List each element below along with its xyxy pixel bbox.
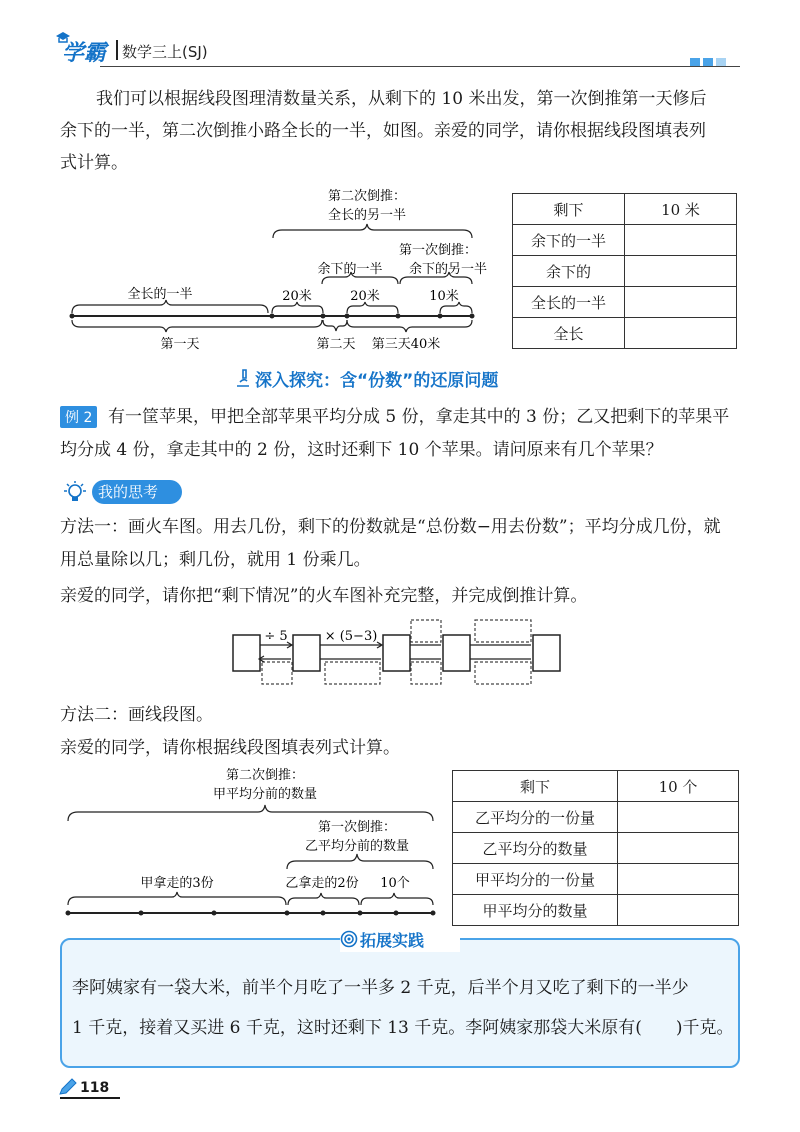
d1-10m: 10米 bbox=[429, 289, 459, 304]
target-icon bbox=[340, 930, 358, 952]
t1-value[interactable] bbox=[625, 287, 737, 318]
method2-title: 方法二：画线段图。 bbox=[60, 705, 213, 725]
d2-brace-jia-took bbox=[68, 892, 286, 905]
header-decoration bbox=[690, 52, 729, 71]
d1-brace-day1 bbox=[72, 320, 322, 332]
t2-label: 乙平均分的一份量 bbox=[453, 802, 618, 833]
d1-point bbox=[470, 314, 475, 319]
d2-first-push-title: 第一次倒推： bbox=[317, 820, 397, 835]
train-box[interactable] bbox=[443, 635, 470, 671]
t2-value[interactable] bbox=[618, 802, 739, 833]
train-dashed-box[interactable] bbox=[411, 620, 441, 642]
train-box[interactable] bbox=[233, 635, 260, 671]
d1-remaining-other-half: 余下的另一半 bbox=[408, 262, 488, 277]
t2-label: 剩下 bbox=[453, 771, 618, 802]
table-2 bbox=[452, 770, 739, 926]
t2-value[interactable]: 10 个 bbox=[618, 771, 739, 802]
d2-first-push-sub: 乙平均分前的数量 bbox=[304, 839, 410, 854]
train-dashed-box[interactable] bbox=[325, 662, 380, 684]
d1-point bbox=[438, 314, 443, 319]
t2-value[interactable] bbox=[618, 895, 739, 926]
page-rule bbox=[60, 1097, 120, 1099]
d1-point bbox=[321, 314, 326, 319]
d1-point bbox=[396, 314, 401, 319]
d2-second-push-sub: 甲平均分前的数量 bbox=[212, 787, 318, 802]
table-row bbox=[513, 318, 737, 349]
d1-day3: 第三天40米 bbox=[371, 337, 441, 352]
d2-point bbox=[431, 911, 436, 916]
d2-yi-took: 乙拿走的2份 bbox=[285, 876, 359, 891]
d2-second-push-title: 第二次倒推： bbox=[225, 768, 305, 783]
table-row bbox=[453, 833, 739, 864]
d1-brace-day2 bbox=[323, 320, 347, 331]
t1-value[interactable] bbox=[625, 318, 737, 349]
d1-point bbox=[345, 314, 350, 319]
d1-brace-20m-a bbox=[272, 302, 323, 313]
t2-value[interactable] bbox=[618, 833, 739, 864]
t2-label: 甲平均分的一份量 bbox=[453, 864, 618, 895]
table-row bbox=[513, 225, 737, 256]
table-row bbox=[513, 256, 737, 287]
example-line-1: 有一筐苹果，甲把全部苹果平均分成 5 份，拿走其中的 3 份；乙又把剩下的苹果平 bbox=[108, 407, 730, 427]
d1-second-push-sub: 全长的另一半 bbox=[327, 208, 407, 223]
segment-diagram-2 bbox=[60, 765, 445, 925]
header-rule bbox=[100, 66, 740, 67]
t1-value[interactable] bbox=[625, 225, 737, 256]
method1-line-2: 用总量除以几；剩几份，就用 1 份乘几。 bbox=[60, 550, 371, 570]
method1-line-1: 方法一：画火车图。用去几份，剩下的份数就是“总份数−用去份数”；平均分成几份，就 bbox=[60, 517, 721, 537]
method1-prompt: 亲爱的同学，请你把“剩下情况”的火车图补充完整，并完成倒推计算。 bbox=[60, 586, 588, 606]
train-dashed-box[interactable] bbox=[475, 620, 531, 642]
train-dashed-box[interactable] bbox=[475, 662, 531, 684]
t1-label: 剩下 bbox=[513, 194, 625, 225]
brand-logo: 学霸 bbox=[62, 41, 107, 66]
train-box[interactable] bbox=[293, 635, 320, 671]
t2-label: 甲平均分的数量 bbox=[453, 895, 618, 926]
d2-brace-yi-took bbox=[288, 893, 359, 905]
explore-title: 深入探究：含“份数”的还原问题 bbox=[255, 371, 499, 391]
practice-line-2: 1 千克，接着又买进 6 千克，这时还剩下 13 千克。李阿姨家那袋大米原有( )千克。 bbox=[72, 1018, 734, 1038]
d1-20m-b: 20米 bbox=[350, 289, 380, 304]
table-row bbox=[513, 287, 737, 318]
table-1 bbox=[512, 193, 737, 349]
header-separator bbox=[116, 40, 118, 60]
table-row bbox=[453, 864, 739, 895]
example-line-2: 均分成 4 份，拿走其中的 2 份，这时还剩下 10 个苹果。请问原来有几个苹果？ bbox=[60, 440, 663, 460]
t1-label: 全长 bbox=[513, 318, 625, 349]
practice-title: 拓展实践 bbox=[360, 931, 425, 950]
method2-prompt: 亲爱的同学，请你根据线段图填表列式计算。 bbox=[60, 738, 400, 758]
example-tag: 例 2 bbox=[60, 406, 97, 428]
d2-point bbox=[139, 911, 144, 916]
segment-diagram-1 bbox=[60, 180, 500, 355]
train-box[interactable] bbox=[533, 635, 560, 671]
d2-brace-ten bbox=[361, 893, 433, 905]
d2-jia-took: 甲拿走的3份 bbox=[140, 876, 214, 891]
d1-remaining-half: 余下的一半 bbox=[317, 262, 383, 277]
table-row bbox=[513, 194, 737, 225]
t1-value[interactable]: 10 米 bbox=[625, 194, 737, 225]
intro-line-1: 我们可以根据线段图理清数量关系，从剩下的 10 米出发，第一次倒推第一天修后 bbox=[96, 89, 707, 109]
page-number: 118 bbox=[80, 1080, 110, 1096]
d2-point bbox=[321, 911, 326, 916]
d2-point bbox=[212, 911, 217, 916]
table-row bbox=[453, 802, 739, 833]
practice-line-1: 李阿姨家有一袋大米，前半个月吃了一半多 2 千克，后半个月又吃了剩下的一半少 bbox=[72, 978, 689, 998]
microscope-icon bbox=[234, 368, 252, 392]
d2-brace-yi-before bbox=[287, 854, 433, 869]
header-title: 数学三上(SJ) bbox=[122, 43, 208, 61]
d1-20m-a: 20米 bbox=[282, 289, 312, 304]
t1-value[interactable] bbox=[625, 256, 737, 287]
table-row bbox=[453, 771, 739, 802]
t2-label: 乙平均分的数量 bbox=[453, 833, 618, 864]
d2-point bbox=[66, 911, 71, 916]
d1-full-half: 全长的一半 bbox=[127, 287, 193, 302]
d1-day2: 第二天 bbox=[316, 337, 356, 352]
d2-point bbox=[394, 911, 399, 916]
t1-label: 余下的一半 bbox=[513, 225, 625, 256]
d2-ten: 10个 bbox=[380, 876, 410, 891]
t1-label: 全长的一半 bbox=[513, 287, 625, 318]
table-row bbox=[453, 895, 739, 926]
lightbulb-icon bbox=[62, 480, 88, 508]
train-dashed-box[interactable] bbox=[262, 662, 292, 684]
d1-brace-full-other-half bbox=[273, 224, 472, 238]
my-thinking-badge: 我的思考 bbox=[92, 480, 182, 504]
d2-brace-jia-before bbox=[68, 805, 433, 821]
d1-day1: 第一天 bbox=[160, 337, 200, 352]
d2-point bbox=[358, 911, 363, 916]
t2-value[interactable] bbox=[618, 864, 739, 895]
d1-first-push-title: 第一次倒推： bbox=[398, 243, 478, 258]
intro-line-2: 余下的一半，第二次倒推小路全长的一半，如图。亲爱的同学，请你根据线段图填表列 bbox=[60, 121, 706, 141]
intro-line-3: 式计算。 bbox=[60, 153, 128, 173]
d2-point bbox=[285, 911, 290, 916]
t1-label: 余下的 bbox=[513, 256, 625, 287]
d1-brace-day3 bbox=[347, 320, 472, 332]
train-box[interactable] bbox=[383, 635, 410, 671]
train-diagram bbox=[225, 615, 570, 690]
train-op-1: ÷ 5 bbox=[264, 629, 288, 644]
train-op-2: × (5−3) bbox=[324, 629, 378, 644]
train-dashed-box[interactable] bbox=[411, 662, 441, 684]
practice-panel bbox=[60, 938, 740, 1068]
d1-point bbox=[270, 314, 275, 319]
d1-second-push-title: 第二次倒推： bbox=[327, 189, 407, 204]
d1-point bbox=[70, 314, 75, 319]
